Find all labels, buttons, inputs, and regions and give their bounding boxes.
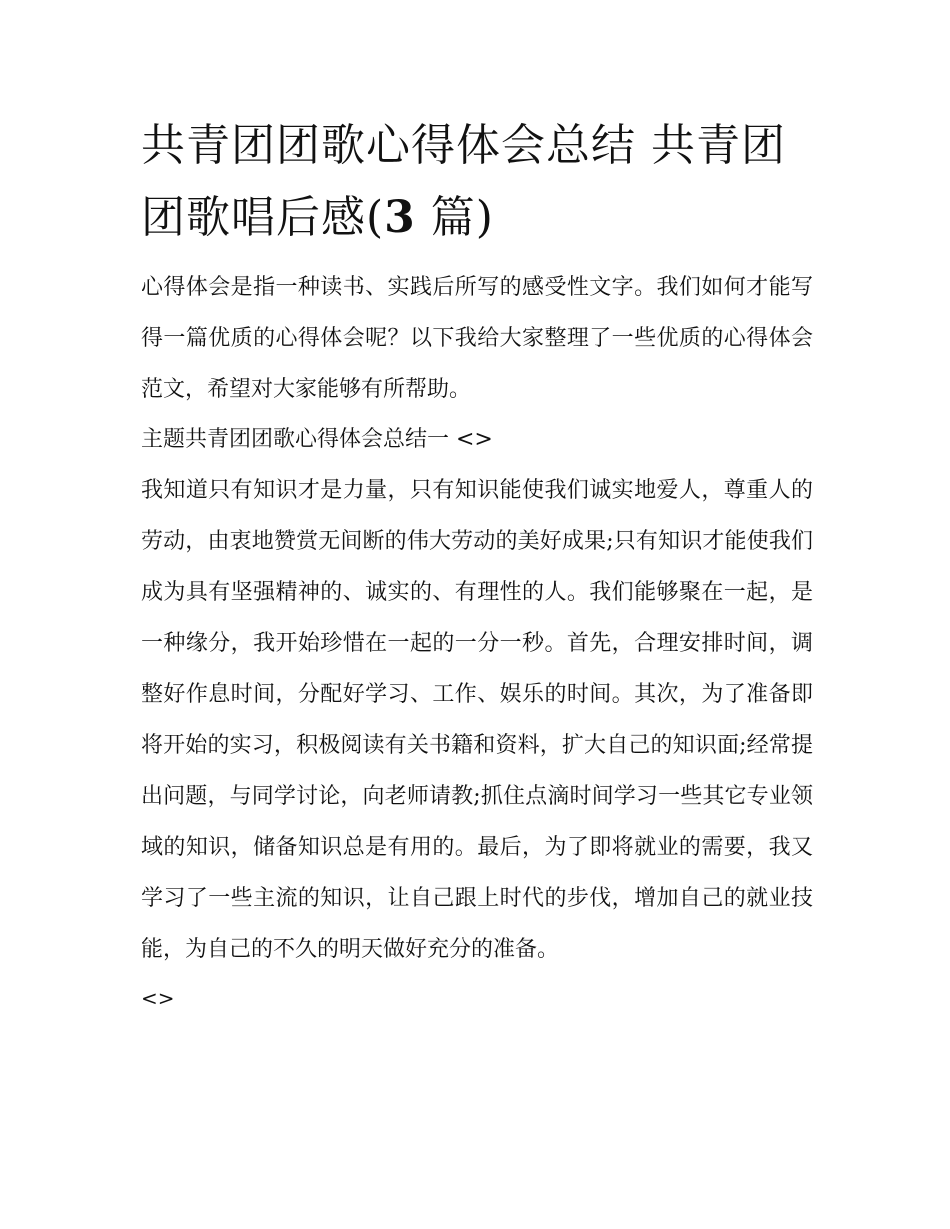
body-paragraph: 我知道只有知识才是力量，只有知识能使我们诚实地爱人，尊重人的劳动，由衷地赞赏无间断的伟大劳动的美好成果;只有知识才能使我们成为具有坚强精神的、诚实的、有理性的人。我们能够聚在一起，是一种缘分，我开始珍惜在一起的一分一秒。首先，合理安排时间，调整好作息时间，分配好学习、工作、娱乐的时间。其次，为了准备即将开始的实习，积极阅读有关书籍和资料，扩大自己的知识面;经常提出问题，与同学讨论，向老师请教;抓住点滴时间学习一些其它专业领域的知识，储备知识总是有用的。最后，为了即将就业的需要，我又学习了一些主流的知识，让自己跟上时代的步伐，增加自己的就业技能，为自己的不久的明天做好充分的准备。 [141,478,813,962]
document-title [141,110,813,254]
title-text-part2: 篇) [415,192,494,243]
intro-paragraph: 心得体会是指一种读书、实践后所写的感受性文字。我们如何才能写得一篇优质的心得体会呢？以下我给大家整理了一些优质的心得体会范文，希望对大家能够有所帮助。 [141,275,813,402]
title-text-part1: 共青团团歌心得体会总结 共青团团歌唱后感( [141,120,786,243]
title-number: 3 [384,192,416,243]
end-marker: <> [141,986,175,1010]
document-page [141,110,813,1021]
section-heading: 主题共青团团歌心得体会总结一 <> [141,427,493,452]
